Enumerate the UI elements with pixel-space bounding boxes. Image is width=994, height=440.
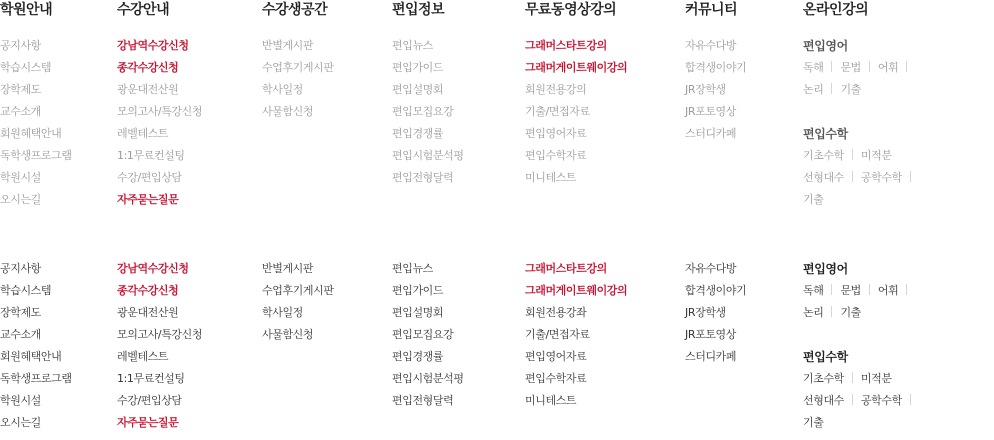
menu-list-freevideo bbox=[525, 35, 627, 189]
menu-item[interactable]: 스터디카페 bbox=[685, 350, 737, 363]
separator bbox=[852, 149, 853, 160]
tag-link[interactable]: 어휘 bbox=[877, 284, 899, 297]
menu-item[interactable]: 자주묻는질문 bbox=[117, 193, 179, 206]
menu-item[interactable]: JR포토영상 bbox=[685, 105, 736, 118]
menu-item[interactable]: 편입뉴스 bbox=[392, 39, 433, 52]
col-header-freevideo[interactable] bbox=[525, 0, 616, 22]
menu-item[interactable]: 자유수다방 bbox=[685, 262, 737, 275]
menu-list-transfer bbox=[392, 35, 464, 189]
menu-item[interactable]: 편입영어자료 bbox=[525, 350, 587, 363]
menu-list-freevideo bbox=[525, 258, 627, 412]
tag-link[interactable]: 논리 bbox=[803, 306, 824, 319]
menu-item[interactable]: 회원전용강좌 bbox=[525, 306, 587, 319]
menu-list-courses bbox=[117, 35, 202, 211]
menu-item[interactable]: 편입경쟁률 bbox=[392, 350, 444, 363]
math-title[interactable]: 편입수학 bbox=[803, 127, 848, 141]
menu-item[interactable]: JR포토영상 bbox=[685, 328, 736, 341]
menu-item[interactable]: 회원전용강의 bbox=[525, 83, 587, 96]
menu-item[interactable]: 모의고사/특강신청 bbox=[117, 105, 203, 118]
tag-link[interactable]: 선형대수 bbox=[803, 394, 844, 407]
menu-item[interactable]: 공지사항 bbox=[0, 262, 41, 275]
menu-item[interactable]: 반별게시판 bbox=[262, 262, 314, 275]
menu-item[interactable]: 편입전형달력 bbox=[392, 171, 454, 184]
menu-item[interactable]: 강남역수강신청 bbox=[117, 39, 189, 52]
menu-item[interactable]: 학원시설 bbox=[0, 171, 41, 184]
col-header-student[interactable] bbox=[262, 0, 327, 22]
menu-item[interactable]: 회원혜택안내 bbox=[0, 127, 62, 140]
tag-link[interactable]: 기출 bbox=[840, 306, 861, 319]
menu-item[interactable]: JR장학생 bbox=[685, 306, 726, 319]
spacer bbox=[803, 324, 919, 346]
menu-item[interactable]: 편입영어자료 bbox=[525, 127, 587, 140]
tag-link[interactable]: 문법 bbox=[840, 61, 861, 74]
column-title[interactable]: 편입정보 bbox=[392, 2, 445, 18]
separator bbox=[869, 284, 870, 295]
menu-item[interactable]: 편입가이드 bbox=[392, 61, 444, 74]
menu-item[interactable]: 수강/편입상담 bbox=[117, 394, 182, 407]
menu-item[interactable]: 종각수강신청 bbox=[117, 284, 179, 297]
math-tags bbox=[803, 145, 919, 167]
math-tags bbox=[803, 368, 919, 390]
tag-link[interactable]: 공학수학 bbox=[860, 394, 902, 407]
column-title[interactable]: 무료동영상강의 bbox=[525, 2, 617, 18]
menu-item[interactable]: 편입설명회 bbox=[392, 306, 444, 319]
menu-item[interactable]: 교수소개 bbox=[0, 105, 41, 118]
menu-item[interactable]: 편입모집요강 bbox=[392, 328, 454, 341]
menu-item[interactable]: 오시는길 bbox=[0, 416, 41, 429]
menu-item[interactable]: 학사일정 bbox=[262, 306, 303, 319]
menu-list-transfer bbox=[392, 258, 464, 412]
col-header-online[interactable] bbox=[803, 0, 868, 22]
menu-item[interactable]: 공지사항 bbox=[0, 39, 41, 52]
menu-item[interactable]: 편입뉴스 bbox=[392, 262, 433, 275]
separator bbox=[831, 306, 832, 317]
math-tags bbox=[803, 167, 919, 189]
menu-list-online bbox=[803, 35, 919, 211]
math-tags bbox=[803, 390, 919, 412]
tag-link[interactable]: 어휘 bbox=[877, 61, 899, 74]
english-tags bbox=[803, 57, 919, 79]
tag-link[interactable]: 미적분 bbox=[860, 149, 892, 162]
tag-link[interactable]: 공학수학 bbox=[860, 171, 902, 184]
separator bbox=[831, 83, 832, 94]
menu-item[interactable]: 편입모집요강 bbox=[392, 105, 454, 118]
menu-item[interactable]: 편입수학자료 bbox=[525, 149, 587, 162]
menu-item[interactable]: 독학생프로그램 bbox=[0, 149, 72, 162]
column-title[interactable]: 커뮤니티 bbox=[685, 2, 738, 18]
menu-item[interactable]: 장학제도 bbox=[0, 306, 41, 319]
separator bbox=[869, 61, 870, 72]
menu-item[interactable]: 종각수강신청 bbox=[117, 61, 179, 74]
menu-item[interactable]: 학원시설 bbox=[0, 394, 41, 407]
menu-item[interactable]: 기출/면접자료 bbox=[525, 328, 590, 341]
tag-link[interactable]: 기초수학 bbox=[803, 372, 844, 385]
menu-list-about bbox=[0, 35, 72, 211]
menu-item[interactable]: 그래머스타트강의 bbox=[525, 262, 607, 275]
menu-item[interactable]: 학사일정 bbox=[262, 83, 303, 96]
menu-item[interactable]: 오시는길 bbox=[0, 193, 41, 206]
menu-item[interactable]: 편입경쟁률 bbox=[392, 127, 444, 140]
tag-link[interactable]: 미적분 bbox=[860, 372, 892, 385]
math-tags bbox=[803, 412, 919, 434]
menu-item[interactable]: 회원혜택안내 bbox=[0, 350, 62, 363]
menu-list-student bbox=[262, 258, 334, 346]
menu-item[interactable]: 기출/면접자료 bbox=[525, 105, 590, 118]
menu-list-about bbox=[0, 258, 72, 434]
tag-link[interactable]: 기출 bbox=[803, 416, 824, 429]
separator bbox=[852, 394, 853, 405]
menu-item[interactable]: 자주묻는질문 bbox=[117, 416, 179, 429]
menu-item[interactable]: 편입시험분석평 bbox=[392, 372, 464, 385]
menu-list-community bbox=[685, 258, 746, 368]
menu-item[interactable]: 독학생프로그램 bbox=[0, 372, 72, 385]
menu-item[interactable]: 수업후기게시판 bbox=[262, 61, 334, 74]
menu-item[interactable]: 편입전형달력 bbox=[392, 394, 454, 407]
menu-item[interactable]: 편입수학자료 bbox=[525, 372, 587, 385]
menu-item[interactable]: 편입시험분석평 bbox=[392, 149, 464, 162]
menu-item[interactable]: 모의고사/특강신청 bbox=[117, 328, 203, 341]
menu-list-community bbox=[685, 35, 746, 145]
column-title[interactable]: 학원안내 bbox=[0, 2, 53, 18]
tag-link[interactable]: 논리 bbox=[803, 83, 824, 96]
menu-item[interactable]: 반별게시판 bbox=[262, 39, 314, 52]
col-header-courses[interactable] bbox=[117, 0, 169, 22]
menu-item[interactable]: 사물함신청 bbox=[262, 105, 314, 118]
tag-link[interactable]: 기출 bbox=[803, 193, 824, 206]
english-tags bbox=[803, 79, 919, 101]
tag-link[interactable]: 문법 bbox=[840, 284, 861, 297]
english-title[interactable]: 편입영어 bbox=[803, 39, 848, 53]
menu-list-student bbox=[262, 35, 334, 123]
col-header-transfer[interactable] bbox=[392, 0, 444, 22]
english-tags bbox=[803, 302, 919, 324]
math-title[interactable]: 편입수학 bbox=[803, 350, 848, 364]
menu-item[interactable]: 광운대전산원 bbox=[117, 83, 179, 96]
menu-item[interactable]: 편입가이드 bbox=[392, 284, 444, 297]
english-tags bbox=[803, 280, 919, 302]
tag-link[interactable]: 선형대수 bbox=[803, 171, 844, 184]
menu-item[interactable]: 교수소개 bbox=[0, 328, 41, 341]
menu-item[interactable]: 수업후기게시판 bbox=[262, 284, 334, 297]
column-title[interactable]: 수강생공간 bbox=[262, 2, 328, 18]
tag-link[interactable]: 기초수학 bbox=[803, 149, 844, 162]
menu-item[interactable]: 학습시스템 bbox=[0, 61, 52, 74]
menu-item[interactable]: 학습시스템 bbox=[0, 284, 52, 297]
menu-item[interactable]: 편입설명회 bbox=[392, 83, 444, 96]
col-header-community[interactable] bbox=[685, 0, 737, 22]
tag-link[interactable]: 독해 bbox=[803, 61, 824, 74]
separator bbox=[906, 284, 907, 295]
menu-item[interactable]: 미니테스트 bbox=[525, 394, 577, 407]
menu-item[interactable]: 1:1무료컨설팅 bbox=[117, 372, 185, 385]
menu-item[interactable]: 자유수다방 bbox=[685, 39, 737, 52]
spacer bbox=[803, 101, 919, 123]
tag-link[interactable]: 독해 bbox=[803, 284, 824, 297]
column-title[interactable]: 온라인강의 bbox=[803, 2, 869, 18]
menu-item[interactable]: 장학제도 bbox=[0, 83, 41, 96]
menu-item[interactable]: 광운대전산원 bbox=[117, 306, 179, 319]
column-title[interactable]: 수강안내 bbox=[117, 2, 170, 18]
menu-item[interactable]: 스터디카페 bbox=[685, 127, 737, 140]
separator bbox=[910, 394, 911, 405]
menu-item[interactable]: 수강/편입상담 bbox=[117, 171, 182, 184]
english-title[interactable]: 편입영어 bbox=[803, 262, 848, 276]
menu-list-online bbox=[803, 258, 919, 434]
separator bbox=[831, 284, 832, 295]
menu-item[interactable]: 합격생이야기 bbox=[685, 284, 747, 297]
separator bbox=[852, 372, 853, 383]
separator bbox=[852, 171, 853, 182]
separator bbox=[910, 171, 911, 182]
menu-list-courses bbox=[117, 258, 202, 434]
separator bbox=[906, 61, 907, 72]
menu-item[interactable]: JR장학생 bbox=[685, 83, 726, 96]
menu-item[interactable]: 미니테스트 bbox=[525, 171, 577, 184]
menu-item[interactable]: 합격생이야기 bbox=[685, 61, 747, 74]
menu-item[interactable]: 강남역수강신청 bbox=[117, 262, 189, 275]
menu-item[interactable]: 그래머게이트웨이강의 bbox=[525, 61, 628, 74]
menu-item[interactable]: 그래머스타트강의 bbox=[525, 39, 607, 52]
menu-item[interactable]: 레벨테스트 bbox=[117, 350, 169, 363]
separator bbox=[831, 61, 832, 72]
col-header-about[interactable] bbox=[0, 0, 52, 22]
math-tags bbox=[803, 189, 919, 211]
menu-item[interactable]: 사물함신청 bbox=[262, 328, 314, 341]
tag-link[interactable]: 기출 bbox=[840, 83, 861, 96]
menu-item[interactable]: 1:1무료컨설팅 bbox=[117, 149, 185, 162]
menu-item[interactable]: 그래머게이트웨이강의 bbox=[525, 284, 628, 297]
menu-item[interactable]: 레벨테스트 bbox=[117, 127, 169, 140]
